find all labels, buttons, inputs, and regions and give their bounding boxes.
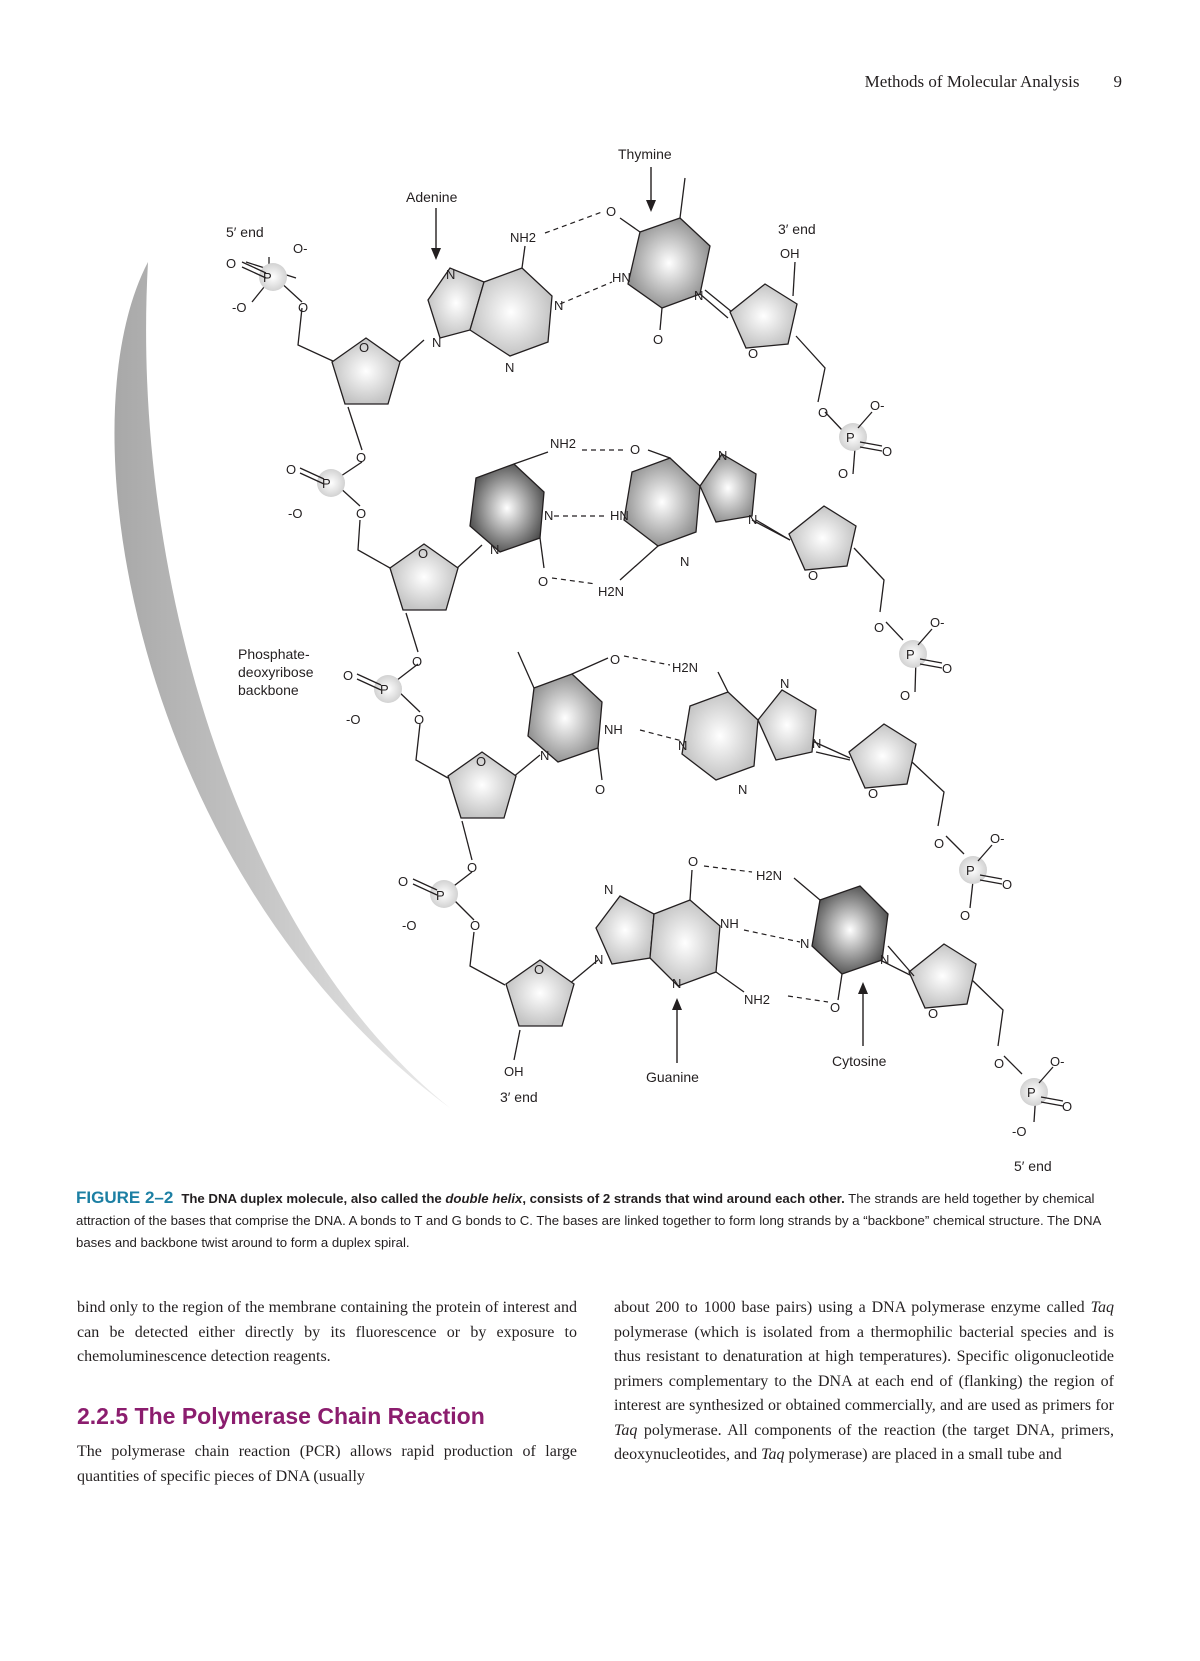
svg-text:-O: -O bbox=[402, 918, 417, 933]
svg-text:P: P bbox=[322, 476, 331, 491]
svg-text:O: O bbox=[538, 574, 549, 589]
svg-text:N: N bbox=[812, 736, 822, 751]
svg-text:O: O bbox=[868, 786, 879, 801]
svg-text:O: O bbox=[928, 1006, 939, 1021]
top-oh: OH bbox=[780, 246, 800, 261]
right-column bbox=[614, 1296, 1114, 1468]
backbone-label bbox=[238, 646, 314, 698]
label-3-prime-top: 3′ end bbox=[778, 221, 816, 237]
svg-text:O: O bbox=[748, 346, 759, 361]
svg-text:N: N bbox=[540, 748, 550, 763]
svg-text:O: O bbox=[653, 332, 664, 347]
svg-text:O: O bbox=[298, 300, 309, 315]
svg-text:O: O bbox=[414, 712, 425, 727]
svg-text:O: O bbox=[994, 1056, 1005, 1071]
svg-text:O: O bbox=[960, 908, 971, 923]
bottom-oh: OH bbox=[504, 1064, 524, 1079]
svg-text:N: N bbox=[748, 512, 758, 527]
svg-text:-O: -O bbox=[288, 506, 303, 521]
caption-title-part1: The DNA duplex molecule, also called the bbox=[181, 1191, 446, 1206]
svg-text:O-: O- bbox=[293, 241, 308, 256]
svg-text:N: N bbox=[604, 882, 614, 897]
base-pair-cytosine-guanine bbox=[470, 436, 790, 599]
svg-text:O: O bbox=[838, 466, 849, 481]
svg-text:O: O bbox=[418, 546, 429, 561]
base-pair-thymine-adenine bbox=[518, 652, 850, 797]
svg-text:H2N: H2N bbox=[756, 868, 783, 883]
svg-text:-O: -O bbox=[232, 300, 247, 315]
right-text-4: polymerase) are placed in a small tube and bbox=[784, 1446, 1062, 1463]
svg-text:N: N bbox=[505, 360, 515, 375]
label-5-prime-bottom: 5′ end bbox=[1014, 1158, 1052, 1174]
right-paragraph bbox=[614, 1296, 1114, 1468]
svg-text:H2N: H2N bbox=[598, 584, 625, 599]
right-text-2: polymerase (which is isolated from a thermophilic bacterial species and is thus resistant to denaturation at high temperatures). Specific oligonucleotide primers complementary to the DNA at each end of (flanking) the region of interest are synthesized or obtained commercially, and are used as primers for bbox=[614, 1323, 1114, 1414]
svg-text:O: O bbox=[808, 568, 819, 583]
right-text-3: polymerase. All components of the reaction (the target DNA, primers, deoxynucleotides, and bbox=[614, 1421, 1114, 1463]
label-guanine: Guanine bbox=[646, 1069, 699, 1085]
svg-text:N: N bbox=[694, 288, 704, 303]
right-text-1: about 200 to 1000 base pairs) using a DNA polymerase enzyme called bbox=[614, 1299, 1091, 1316]
svg-text:O: O bbox=[1002, 877, 1013, 892]
label-cytosine: Cytosine bbox=[832, 1053, 887, 1069]
svg-text:N: N bbox=[780, 676, 790, 691]
svg-text:N: N bbox=[678, 738, 688, 753]
svg-text:-O: -O bbox=[346, 712, 361, 727]
svg-text:O: O bbox=[476, 754, 487, 769]
left-paragraph-1: bind only to the region of the membrane containing the protein of interest and can be detected either directly by its fluorescence or by exposure to chemoluminescence detection reagents. bbox=[77, 1299, 577, 1365]
svg-text:P: P bbox=[906, 647, 915, 662]
svg-text:P: P bbox=[263, 270, 272, 285]
svg-text:O: O bbox=[610, 652, 621, 667]
taq-italic-2: Taq bbox=[614, 1421, 638, 1439]
svg-text:N: N bbox=[718, 448, 728, 463]
svg-text:N: N bbox=[446, 267, 456, 282]
svg-text:NH: NH bbox=[720, 916, 739, 931]
svg-text:P: P bbox=[966, 863, 975, 878]
svg-text:NH2: NH2 bbox=[550, 436, 577, 451]
svg-text:O: O bbox=[412, 654, 423, 669]
svg-text:N: N bbox=[880, 952, 890, 967]
svg-text:N: N bbox=[680, 554, 690, 569]
caption-title-italic: double helix bbox=[445, 1191, 523, 1206]
svg-text:N: N bbox=[800, 936, 810, 951]
svg-text:NH: NH bbox=[604, 722, 623, 737]
svg-text:P: P bbox=[1027, 1085, 1036, 1100]
svg-text:P: P bbox=[846, 430, 855, 445]
section-heading: 2.2.5 The Polymerase Chain Reaction bbox=[77, 1402, 485, 1429]
svg-text:O: O bbox=[606, 204, 617, 219]
svg-text:NH2: NH2 bbox=[510, 230, 537, 245]
svg-text:O: O bbox=[470, 918, 481, 933]
taq-italic-1: Taq bbox=[1090, 1299, 1114, 1316]
svg-text:HN: HN bbox=[610, 508, 629, 523]
right-strand-atoms bbox=[748, 246, 1072, 1139]
svg-text:O: O bbox=[942, 661, 953, 676]
svg-text:O-: O- bbox=[990, 831, 1005, 846]
backbone-label-line2: deoxyribose bbox=[238, 664, 314, 680]
svg-text:P: P bbox=[380, 682, 389, 697]
backbone-label-line1: Phosphate- bbox=[238, 646, 310, 662]
label-5-prime-top: 5′ end bbox=[226, 224, 264, 240]
label-thymine: Thymine bbox=[618, 146, 672, 162]
label-3-prime-bottom: 3′ end bbox=[500, 1089, 538, 1105]
svg-text:N: N bbox=[432, 335, 442, 350]
svg-text:O: O bbox=[356, 506, 367, 521]
backbone-label-line3: backbone bbox=[238, 682, 299, 698]
svg-text:O-: O- bbox=[1050, 1054, 1065, 1069]
svg-text:HN: HN bbox=[612, 270, 631, 285]
svg-text:N: N bbox=[738, 782, 748, 797]
svg-text:H2N: H2N bbox=[672, 660, 699, 675]
base-pair-adenine-thymine bbox=[428, 178, 728, 375]
caption-body: The strands are held together by chemical attraction of the bases that comprise the DNA. A bonds to T and G bonds to C. The bases are linked together to form long strands by a “backbone” chemical structure. The DNA bases and backbone twist around to form a duplex spiral. bbox=[76, 1191, 1101, 1250]
taq-italic-3: Taq bbox=[761, 1446, 785, 1463]
running-title: Methods of Molecular Analysis bbox=[864, 72, 1080, 91]
label-adenine: Adenine bbox=[406, 189, 458, 205]
caption-title-part2: , consists of 2 strands that wind around each other. bbox=[522, 1191, 845, 1206]
svg-text:O-: O- bbox=[870, 398, 885, 413]
caption-title bbox=[181, 1191, 844, 1206]
svg-text:O: O bbox=[874, 620, 885, 635]
page-number: 9 bbox=[1113, 72, 1122, 91]
svg-text:O: O bbox=[398, 874, 409, 889]
svg-text:O: O bbox=[595, 782, 606, 797]
svg-text:O: O bbox=[934, 836, 945, 851]
svg-text:O: O bbox=[830, 1000, 841, 1015]
figure-number: FIGURE 2–2 bbox=[76, 1188, 174, 1207]
left-column bbox=[77, 1296, 577, 1489]
svg-text:N: N bbox=[544, 508, 554, 523]
svg-text:N: N bbox=[554, 298, 564, 313]
figure-caption bbox=[76, 1187, 1126, 1254]
svg-text:O: O bbox=[359, 340, 370, 355]
svg-text:O: O bbox=[343, 668, 354, 683]
left-paragraph-2: The polymerase chain reaction (PCR) allows rapid production of large quantities of specific pieces of DNA (usually bbox=[77, 1443, 577, 1485]
svg-text:N: N bbox=[672, 976, 682, 991]
svg-text:O: O bbox=[286, 462, 297, 477]
svg-text:N: N bbox=[594, 952, 604, 967]
svg-text:P: P bbox=[436, 888, 445, 903]
svg-text:O: O bbox=[818, 405, 829, 420]
svg-text:NH2: NH2 bbox=[744, 992, 771, 1007]
svg-text:O: O bbox=[356, 450, 367, 465]
svg-text:O: O bbox=[534, 962, 545, 977]
svg-text:O: O bbox=[467, 860, 478, 875]
svg-text:O: O bbox=[226, 256, 237, 271]
svg-text:O: O bbox=[688, 854, 699, 869]
svg-text:O: O bbox=[882, 444, 893, 459]
left-sugars bbox=[332, 338, 577, 1026]
svg-text:O: O bbox=[630, 442, 641, 457]
svg-text:-O: -O bbox=[1012, 1124, 1027, 1139]
svg-text:O-: O- bbox=[930, 615, 945, 630]
svg-text:O: O bbox=[1062, 1099, 1073, 1114]
svg-text:N: N bbox=[490, 542, 500, 557]
svg-text:O: O bbox=[900, 688, 911, 703]
